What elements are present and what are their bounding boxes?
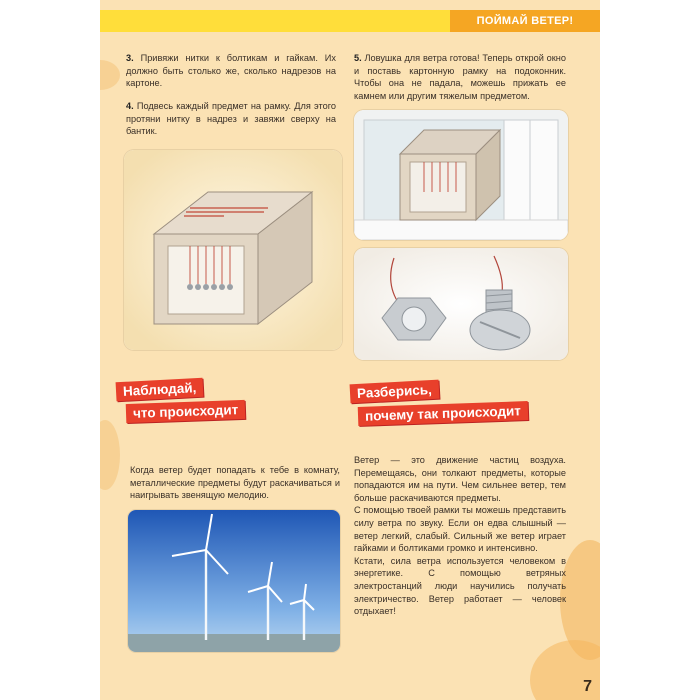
wind-turbines-image — [128, 510, 340, 652]
step-3 — [126, 52, 336, 90]
observe-banner-line1: Наблюдай, — [116, 378, 204, 402]
section-title: ПОЙМАЙ ВЕТЕР! — [450, 10, 600, 32]
explain-text — [354, 454, 566, 618]
explain-paragraph: Ветер — это движение частиц воздуха. Перемещаясь, они толкают предметы, которые попадаются им на пути. Чем сильнее ветер, тем больше раскачиваются предметы. — [354, 455, 566, 503]
frame-on-windowsill-illustration — [354, 110, 568, 240]
explain-paragraph: С помощью твоей рамки ты можешь представить силу ветра по звуку. Если он едва слышный — ветер легкий, слабый. Сильный же ветер играет гайками и болтиками громко и интенсивно. — [354, 505, 566, 554]
frame-illustration — [124, 150, 342, 350]
explain-banner-line1: Разберись, — [350, 380, 440, 404]
observe-banner-line2: что происходит — [126, 400, 246, 423]
page-number: 7 — [583, 678, 592, 695]
explain-paragraph: Кстати, сила ветра используется человеком в энергетике. С помощью ветряных электростанций люди научились получать электричество. Ветер работает — человек отдыхает! — [354, 555, 566, 617]
step-5-text: Ловушка для ветра готова! Теперь открой окно и поставь картонную рамку на подоконник. Чтобы она не падала, можешь прижать ее камнем или другим тяжелым предметом. — [354, 53, 566, 101]
nut-and-bolt-illustration — [354, 248, 568, 360]
book-page — [100, 0, 600, 700]
step-5 — [354, 52, 566, 102]
step-4-number: 4. — [126, 101, 134, 111]
paint-splat — [100, 60, 120, 90]
paint-splat — [100, 420, 120, 490]
nut-bolt-illustration — [354, 248, 568, 360]
observe-text: Когда ветер будет попадать к тебе в комнату, металлические предметы будут раскачиваться и наигрывать звенящую мелодию. — [130, 465, 340, 501]
step-5-number: 5. — [354, 53, 362, 63]
step-4-text: Подвесь каждый предмет на рамку. Для этого протяни нитку в надрез и завяжи сверху на бантик. — [126, 101, 336, 137]
window-illustration — [354, 110, 568, 240]
wind-turbine-photo — [128, 510, 340, 652]
step-3-number: 3. — [126, 53, 134, 63]
explain-banner-line2: почему так происходит — [358, 401, 528, 426]
cardboard-frame-illustration — [124, 150, 342, 350]
step-4 — [126, 100, 336, 138]
step-3-text: Привяжи нитки к болтикам и гайкам. Их должно быть столько же, сколько надрезов на картоне. — [126, 53, 336, 89]
